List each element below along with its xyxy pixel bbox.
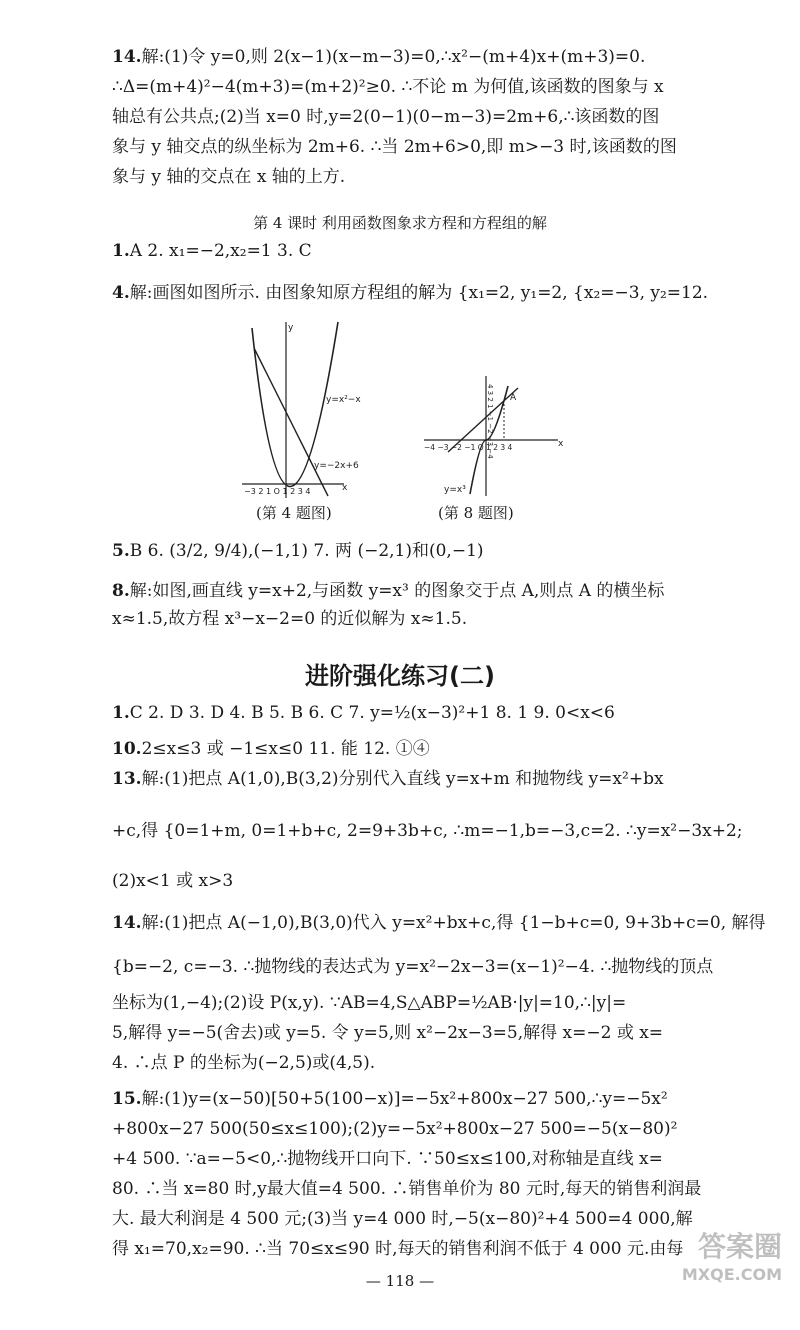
question-number: 5. — [112, 541, 130, 561]
question-number: 14. — [112, 913, 142, 933]
text-line — [112, 608, 697, 630]
text-line — [112, 46, 697, 68]
line-text: 4. ∴点 P 的坐标为(−2,5)或(4,5). — [112, 1053, 376, 1073]
text-line — [112, 166, 697, 188]
line-text: A 2. x₁=−2,x₂=1 3. C — [129, 241, 312, 261]
line-text: 解:(1)把点 A(1,0),B(3,2)分别代入直线 y=x+m 和抛物线 y=x²+bx — [141, 769, 664, 789]
text-line — [112, 580, 697, 602]
question-number: 1. — [112, 241, 130, 261]
text-line — [112, 1178, 702, 1200]
text-line — [112, 106, 697, 128]
text-line — [112, 1052, 697, 1074]
text-line — [112, 540, 697, 562]
question-number: 13. — [112, 769, 142, 789]
text-line — [112, 76, 697, 98]
line-text: 轴总有公共点;(2)当 x=0 时,y=2(0−1)(0−m−3)=2m+6,∴该函数的图 — [112, 107, 660, 127]
line-text: ∴Δ=(m+4)²−4(m+3)=(m+2)²≥0. ∴不论 m 为何值,该函数的图象与 x — [112, 77, 664, 97]
figure-4-caption: (第 4 题图) — [256, 504, 332, 522]
y-axis-label: y — [288, 323, 294, 333]
line-text: 象与 y 轴交点的纵坐标为 2m+6. ∴当 2m+6>0,即 m>−3 时,该函数的图 — [112, 137, 677, 157]
line-text: {b=−2, c=−3. ∴抛物线的表达式为 y=x²−2x−3=(x−1)²−4. ∴抛物线的顶点 — [112, 957, 714, 977]
line-text: x≈1.5,故方程 x³−x−2=0 的近似解为 x≈1.5. — [112, 609, 468, 629]
line-text: +800x−27 500(50≤x≤100);(2)y=−5x²+800x−27 500=−5(x−80)² — [112, 1119, 678, 1139]
question-number: 14. — [112, 47, 142, 67]
line-text: 解:(1)y=(x−50)[50+5(100−x)]=−5x²+800x−27 500,∴y=−5x² — [141, 1089, 668, 1109]
watermark-text: 答案圈 — [697, 1230, 782, 1263]
text-line — [112, 768, 697, 790]
text-line — [112, 738, 697, 760]
line-text: 解:画图如图所示. 由图象知原方程组的解为 {x₁=2, y₁=2, {x₂=−3, y₂=12. — [129, 283, 709, 303]
line-text: 解:(1)令 y=0,则 2(x−1)(x−m−3)=0,∴x²−(m+4)x+(m+3)=0. — [141, 47, 646, 67]
line-text: 解:(1)把点 A(−1,0),B(3,0)代入 y=x²+bx+c,得 {1−b+c=0, 9+3b+c=0, 解得 — [141, 913, 766, 933]
text-line — [112, 992, 697, 1014]
text-line — [112, 1088, 697, 1110]
line-text: 得 x₁=70,x₂=90. ∴当 70≤x≤90 时,每天的销售利润不低于 4 000 元.由每 — [112, 1239, 684, 1259]
text-line — [112, 1118, 697, 1140]
text-line — [112, 870, 697, 892]
line-text: 5,解得 y=−5(舍去)或 y=5. 令 y=5,则 x²−2x−3=5,解得 x=−2 或 x= — [112, 1023, 664, 1043]
text-line — [112, 702, 697, 724]
figure-4-graph — [234, 318, 379, 500]
figure-8-caption: (第 8 题图) — [438, 504, 514, 522]
line-text: C 2. D 3. D 4. B 5. B 6. C 7. y=½(x−3)²+1 8. 1 9. 0<x<6 — [129, 703, 615, 723]
line-label: y=−2x+6 — [314, 461, 359, 471]
page-number: — 118 — — [365, 1272, 435, 1290]
question-number: 4. — [112, 283, 130, 303]
y-tick-labels: 4 3 2 1 −1 −2 −3 −4 — [486, 384, 494, 459]
x-tick-labels: −4 −3 −2 −1 O 1 2 3 4 — [424, 443, 513, 452]
point-a-label: A — [510, 393, 517, 403]
watermark-logo — [622, 1230, 782, 1310]
text-line — [112, 282, 709, 304]
line-text: 象与 y 轴的交点在 x 轴的上方. — [112, 167, 346, 187]
line-text: (2)x<1 或 x>3 — [112, 871, 234, 891]
exercise-title: 进阶强化练习(二) — [305, 662, 495, 690]
line-text: 2≤x≤3 或 −1≤x≤0 11. 能 12. ①④ — [141, 739, 430, 759]
x-axis-label: x — [342, 483, 348, 493]
text-line — [112, 956, 714, 978]
question-number: 1. — [112, 703, 130, 723]
x-tick-labels: −3 2 1 O 1 2 3 4 — [244, 487, 311, 496]
question-number: 15. — [112, 1089, 142, 1109]
text-line — [112, 820, 743, 842]
text-line — [112, 136, 697, 158]
line-text: B 6. (3/2, 9/4),(−1,1) 7. 两 (−2,1)和(0,−1) — [129, 541, 484, 561]
text-line — [112, 1238, 697, 1260]
text-line — [112, 1022, 697, 1044]
line-text: +c,得 {0=1+m, 0=1+b+c, 2=9+3b+c, ∴m=−1,b=−3,c=2. ∴y=x²−3x+2; — [112, 821, 743, 841]
text-line — [112, 1148, 697, 1170]
figure-8-graph — [418, 366, 566, 500]
text-line — [112, 1208, 697, 1230]
line-text: 大. 最大利润是 4 500 元;(3)当 y=4 000 时,−5(x−80)²+4 500=4 000,解 — [112, 1209, 693, 1229]
text-line — [112, 240, 697, 262]
text-line — [112, 912, 766, 934]
line-text: 坐标为(1,−4);(2)设 P(x,y). ∵AB=4,S△ABP=½AB·|y|=10,∴|y|= — [112, 993, 627, 1013]
question-number: 10. — [112, 739, 142, 759]
watermark-url: MXQE.COM — [681, 1265, 782, 1284]
line-text: 解:如图,画直线 y=x+2,与函数 y=x³ 的图象交于点 A,则点 A 的横坐标 — [129, 581, 665, 601]
line-text: +4 500. ∵a=−5<0,∴抛物线开口向下. ∵50≤x≤100,对称轴是直线 x= — [112, 1149, 663, 1169]
parabola-label: y=x²−x — [326, 395, 361, 405]
section-title: 第 4 课时 利用函数图象求方程和方程组的解 — [253, 214, 547, 232]
line-text: 80. ∴当 x=80 时,y最大值=4 500. ∴销售单价为 80 元时,每天的销售利润最 — [112, 1179, 702, 1199]
x-axis-label: x — [558, 439, 564, 449]
question-number: 8. — [112, 581, 130, 601]
curve-label: y=x³ — [444, 485, 466, 495]
